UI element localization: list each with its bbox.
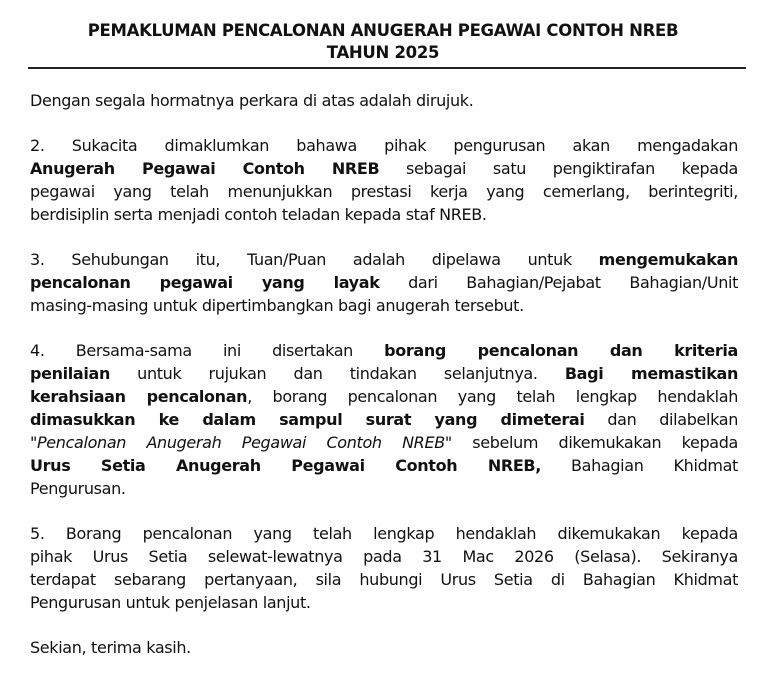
text-segment: terdapat sebarang pertanyaan, sila hubungi Urus Setia di Bahagian Khidmat — [30, 570, 738, 589]
paragraph-1 — [30, 89, 738, 112]
text-line — [30, 203, 738, 226]
text-line — [30, 157, 738, 180]
document-title-year: TAHUN 2025 — [326, 43, 440, 62]
text-line — [30, 568, 738, 591]
paragraph-4 — [30, 339, 738, 500]
text-segment: Dengan segala hormatnya perkara di atas adalah dirujuk. — [30, 91, 474, 110]
text-line — [30, 248, 738, 271]
text-segment: 2. Sukacita dimaklumkan bahawa pihak pengurusan akan mengadakan — [30, 136, 738, 155]
text-line — [30, 408, 738, 431]
bold-text: mengemukakan — [598, 250, 738, 269]
italic-text: "Pencalonan Anugerah Pegawai Contoh NREB" — [30, 433, 452, 452]
document-body — [30, 89, 738, 681]
bold-text: pencalonan pegawai yang layak — [30, 273, 380, 292]
bold-text: penilaian — [30, 364, 110, 383]
text-segment: berdisiplin serta menjadi contoh teladan kepada staf NREB. — [30, 205, 487, 224]
bold-text: borang pencalonan dan kriteria — [384, 341, 738, 360]
bold-text: Bagi memastikan — [564, 364, 738, 383]
paragraph-6 — [30, 636, 738, 659]
text-line — [30, 294, 738, 317]
text-segment: dan dilabelkan — [584, 410, 738, 429]
text-segment: sebagai satu pengiktirafan kepada — [379, 159, 738, 178]
text-segment: Pengurusan untuk penjelasan lanjut. — [30, 593, 311, 612]
bold-text: dimasukkan ke dalam sampul surat yang dimeterai — [30, 410, 585, 429]
bold-text: kerahsiaan pencalonan — [30, 387, 248, 406]
text-segment: pegawai yang telah menunjukkan prestasi kerja yang cemerlang, berintegriti, — [30, 182, 738, 201]
text-line — [30, 477, 738, 500]
paragraph-3 — [30, 248, 738, 317]
text-line — [30, 362, 738, 385]
text-line — [30, 522, 738, 545]
text-line — [30, 431, 738, 454]
text-line — [30, 89, 738, 112]
text-line — [30, 591, 738, 614]
text-segment: 4. Bersama-sama ini disertakan — [30, 341, 385, 360]
text-segment: 5. Borang pencalonan yang telah lengkap hendaklah dikemukakan kepada — [30, 524, 738, 543]
text-segment: , borang pencalonan yang telah lengkap hendaklah — [247, 387, 739, 406]
text-segment: dari Bahagian/Pejabat Bahagian/Unit — [379, 273, 739, 292]
paragraph-5 — [30, 522, 738, 614]
text-segment: Pengurusan. — [30, 479, 126, 498]
text-line — [30, 545, 738, 568]
text-line — [30, 636, 738, 659]
text-line — [30, 180, 738, 203]
document-title: PEMAKLUMAN PENCALONAN ANUGERAH PEGAWAI CONTOH NREB — [87, 21, 679, 40]
paragraph-2 — [30, 134, 738, 226]
text-line — [30, 385, 738, 408]
text-segment: pihak Urus Setia selewat-lewatnya pada 31 Mac 2026 (Selasa). Sekiranya — [30, 547, 738, 566]
text-segment: Sekian, terima kasih. — [30, 638, 191, 657]
text-line — [30, 134, 738, 157]
text-segment: untuk rujukan dan tindakan selanjutnya. — [109, 364, 565, 383]
bold-text: Anugerah Pegawai Contoh NREB — [30, 159, 380, 178]
text-line — [30, 271, 738, 294]
title-underline-divider — [28, 67, 746, 69]
text-segment: sebelum dikemukakan kepada — [451, 433, 738, 452]
text-segment: masing-masing untuk dipertimbangkan bagi anugerah tersebut. — [30, 296, 524, 315]
text-line — [30, 339, 738, 362]
text-segment: 3. Sehubungan itu, Tuan/Puan adalah dipelawa untuk — [30, 250, 599, 269]
text-line — [30, 454, 738, 477]
text-segment: Bahagian Khidmat — [540, 456, 738, 475]
bold-text: Urus Setia Anugerah Pegawai Contoh NREB, — [30, 456, 541, 475]
